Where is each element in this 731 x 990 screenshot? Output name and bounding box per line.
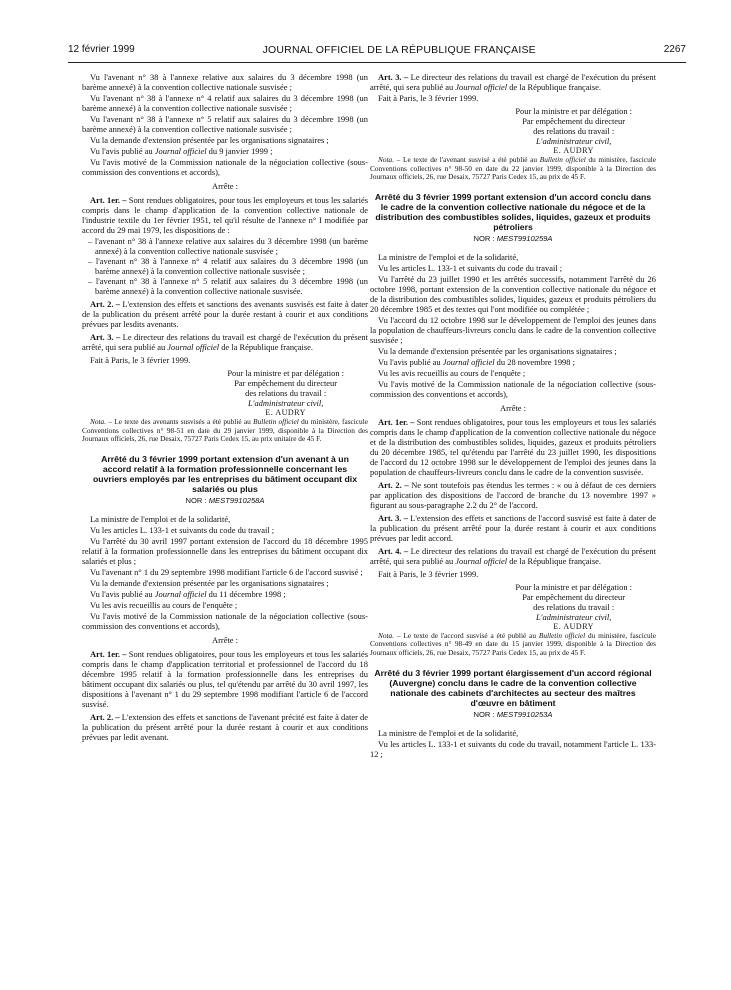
fait-a-paris: Fait à Paris, le 3 février 1999. bbox=[90, 355, 191, 365]
paragraph: Vu l'avis motivé de la Commission nationale de la négociation collective (sous-commission des conventions et accords), bbox=[82, 610, 368, 631]
right-column bbox=[370, 72, 656, 977]
article-3: Art. 3. – Le directeur des relations du travail est chargé de l'exécution du présent arrêté, qui sera publié au Journal officiel de la République française. bbox=[82, 332, 368, 352]
paragraph: Vu l'avenant n° 38 à l'annexe n° 5 relatif aux salaires du 3 décembre 1998 (un barème annexé) à la convention collective nationale susvisée ; bbox=[82, 114, 368, 134]
article-1: Art. 1er. – Sont rendues obligatoires, pour tous les employeurs et tous les salariés compris dans le champ d'application de la convention collective nationale du négoce et de la distribution des combustibles solides, liquides, gazeux et produits pétroliers du 20 décembre 1985, tel qu'étendu par l'arrêté du 23 juillet 1990, les dispositions de l'accord du 12 octobre 1998 sur le développement de l'emploi des jeunes dans la population de chauffeurs-livreurs conclu dans le cadre de la convention susvisée. bbox=[370, 416, 656, 477]
nota: Nota. – Le texte des avenants susvisés a été publié au Bulletin officiel du ministère, fascicule Conventions collectives n° 98-51 en date du 29 janvier 1999, disponible à la Direction des Journaux officiels, 26, rue Desaix, 75727 Paris Cedex 15, au prix unitaire de 45 F. bbox=[82, 417, 368, 444]
paragraph: Vu l'avis motivé de la Commission nationale de la négociation collective (sous-commission des conventions et accords), bbox=[82, 157, 368, 177]
article-1: Art. 1er. – Sont rendues obligatoires, pour tous les employeurs et tous les salariés compris dans le champ d'application de la convention collective nationale de l'industrie textile du 1er février 1951, tel qu'il résulte de l'annexe n° I modifiée par accord du 29 mai 1979, les dispositions de : bbox=[82, 195, 368, 235]
paragraph: Vu les articles L. 133-1 et suivants du code du travail ; bbox=[378, 262, 563, 273]
journal-title: JOURNAL OFFICIEL DE LA RÉPUBLIQUE FRANÇAISE bbox=[262, 44, 536, 56]
list-item: – l'avenant n° 38 à l'annexe n° 5 relatif aux salaires du 3 décembre 1998 (un barème annexé) à la convention collective nationale susvisée. bbox=[88, 276, 368, 296]
paragraph: Vu les avis recueillis au cours de l'enquête ; bbox=[378, 367, 526, 378]
paragraph: Vu l'avenant n° 1 du 29 septembre 1998 modifiant l'article 6 de l'accord susvisé ; bbox=[90, 566, 363, 577]
paragraph: Vu les articles L. 133-1 et suivants du code du travail ; bbox=[90, 524, 275, 535]
nota: Nota. – Le texte de l'avenant susvisé a été publié au Bulletin officiel du ministère, fascicule Conventions collectives n° 98-50 en date du 22 janvier 1999, disponible à la Direction des Journaux officiels, 26, rue Desaix, 75727 Paris Cedex 15, au prix de 45 F. bbox=[370, 155, 656, 182]
arrete-title: Arrêté du 3 février 1999 portant extension d'un accord conclu dans le cadre de la convention collective nationale du négoce et de la distribution des combustibles solides, liquides, gazeux et produits pétroliers bbox=[374, 191, 652, 232]
nor-reference: NOR : MEST9910258A bbox=[185, 495, 265, 505]
paragraph: La ministre de l'emploi et de la solidarité, bbox=[378, 251, 519, 262]
left-column bbox=[82, 72, 368, 977]
list-item: – l'avenant n° 38 à l'annexe relative aux salaires du 3 décembre 1998 (un barème annexé) à la convention collective nationale susvisée ; bbox=[88, 236, 368, 256]
paragraph: Vu les articles L. 133-1 et suivants du code du travail, notamment l'article L. 133-12 ; bbox=[370, 738, 656, 759]
page-header bbox=[68, 44, 686, 63]
arrete-title: Arrêté du 3 février 1999 portant extension d'un avenant à un accord relatif à la formation professionnelle concernant les ouvriers employés par les entreprises du bâtiment occupant dix salariés ou plus bbox=[92, 453, 358, 494]
article-2: Art. 2. – Ne sont toutefois pas étendus les termes : « ou à défaut de ces derniers par application des dispositions de l'accord de branche du 13 novembre 1997 » figurant au sous-paragraphe 2.2 du 2° de l'accord. bbox=[370, 479, 656, 510]
nor-reference: NOR : MEST9910253A bbox=[473, 709, 553, 719]
article-4: Art. 4. – Le directeur des relations du travail est chargé de l'exécution du présent arrêté, qui sera publié au Journal officiel de la République française. bbox=[370, 545, 656, 566]
fait-a-paris: Fait à Paris, le 3 février 1999. bbox=[378, 93, 479, 103]
paragraph: Vu l'avis publié au Journal officiel du 28 novembre 1998 ; bbox=[378, 356, 575, 367]
fait-a-paris: Fait à Paris, le 3 février 1999. bbox=[378, 568, 479, 579]
signature-block: Pour la ministre et par délégation : Par empêchement du directeur des relations du travail : L'administrateur civil, E. AUDRY bbox=[515, 581, 632, 631]
page-number: 2267 bbox=[663, 44, 686, 55]
signature-block: Pour la ministre et par délégation : Par empêchement du directeur des relations du travail : L'administrateur civil, E. AUDRY bbox=[515, 106, 632, 155]
nor-reference: NOR : MEST9910259A bbox=[473, 233, 553, 243]
paragraph: Vu l'avenant n° 38 à l'annexe relative aux salaires du 3 décembre 1998 (un barème annexé) à la convention collective nationale susvisée ; bbox=[82, 72, 368, 92]
paragraph: Vu la demande d'extension présentée par les organisations signataires ; bbox=[378, 345, 617, 356]
paragraph: Vu l'avis motivé de la Commission nationale de la négociation collective (sous-commission des conventions et accords), bbox=[370, 378, 656, 399]
nota: Nota. – Le texte de l'accord susvisé a été publié au Bulletin officiel du ministère, fascicule Conventions collectives n° 98-49 en date du 15 janvier 1999, disponible à la Direction des Journaux officiels, 26, rue Desaix, 75727 Paris Cedex 15, au prix de 45 F. bbox=[370, 630, 656, 657]
article-3: Art. 3. – Le directeur des relations du travail est chargé de l'exécution du présent arrêté, qui sera publié au Journal officiel de la République française. bbox=[370, 72, 656, 92]
article-2: Art. 2. – L'extension des effets et sanctions de l'avenant précité est faite à dater de la publication du présent arrêté pour la durée restant à courir et aux conditions prévues par ledit avenant. bbox=[82, 711, 368, 742]
arrete-title: Arrêté du 3 février 1999 portant élargissement d'un accord régional (Auvergne) conclu dans le cadre de la convention collective nationale des cabinets d'architectes au secteur des maîtres d'œuvre en bâtiment bbox=[374, 667, 652, 708]
article-3: Art. 3. – L'extension des effets et sanctions de l'accord susvisé est faite à dater de la publication du présent arrêté pour la durée restant à courir et aux conditions prévues par ledit accord. bbox=[370, 512, 656, 543]
paragraph: Vu la demande d'extension présentée par les organisations signataires ; bbox=[90, 135, 329, 145]
paragraph: La ministre de l'emploi et de la solidarité, bbox=[378, 727, 519, 738]
list-item: – l'avenant n° 38 à l'annexe n° 4 relatif aux salaires du 3 décembre 1998 (un barème annexé) à la convention collective nationale susvisée ; bbox=[88, 256, 368, 276]
paragraph: Vu l'avenant n° 38 à l'annexe n° 4 relatif aux salaires du 3 décembre 1998 (un barème annexé) à la convention collective nationale susvisée ; bbox=[82, 93, 368, 113]
signature-block: Pour la ministre et par délégation : Par empêchement du directeur des relations du travail : L'administrateur civil, E. AUDRY bbox=[227, 368, 344, 417]
paragraph: Vu l'arrêté du 30 avril 1997 portant extension de l'accord du 18 décembre 1995 relatif à la formation professionnelle dans les entreprises du bâtiment occupant dix salariés et plus ; bbox=[82, 535, 368, 566]
header-date: 12 février 1999 bbox=[68, 44, 135, 55]
paragraph: Vu l'avis publié au Journal officiel du 9 janvier 1999 ; bbox=[90, 146, 273, 156]
arrete-heading: Arrête : bbox=[211, 634, 238, 645]
arrete-heading: Arrête : bbox=[499, 402, 526, 413]
paragraph: Vu la demande d'extension présentée par les organisations signataires ; bbox=[90, 577, 329, 588]
paragraph: Vu l'arrêté du 23 juillet 1990 et les arrêtés successifs, notamment l'arrêté du 26 octobre 1998, portant extension de la convention collective nationale du négoce et de la distribution des combustibles solides, liquides, gazeux et produits pétroliers du 20 décembre 1985 et des textes qui l'ont modifiée ou complétée ; bbox=[370, 273, 656, 314]
article-1: Art. 1er. – Sont rendues obligatoires, pour tous les employeurs et tous les salariés compris dans le champ d'application territorial et professionnel de l'accord du 18 décembre 1995 relatif à la formation professionnelle dans les entreprises du bâtiment occupant dix salariés ou plus, tel qu'étendu par arrêté du 30 avril 1997, les dispositions à l'avenant n° 1 du 29 septembre 1998 modifiant l'article 6 de l'accord susvisé. bbox=[82, 648, 368, 709]
arrete-heading: Arrête : bbox=[211, 181, 238, 191]
paragraph: Vu l'avis publié au Journal officiel du 11 décembre 1998 ; bbox=[90, 588, 286, 599]
paragraph: Vu l'accord du 12 octobre 1998 sur le développement de l'emploi des jeunes dans la population de chauffeurs-livreurs conclu dans le cadre de la convention collective susvisée ; bbox=[370, 314, 656, 345]
article-2: Art. 2. – L'extension des effets et sanctions des avenants susvisés est faite à dater de la publication du présent arrêté pour la durée restant à courir et aux conditions prévues par lesdits avenants. bbox=[82, 299, 368, 329]
paragraph: La ministre de l'emploi et de la solidarité, bbox=[90, 513, 231, 524]
paragraph: Vu les avis recueillis au cours de l'enquête ; bbox=[90, 599, 238, 610]
